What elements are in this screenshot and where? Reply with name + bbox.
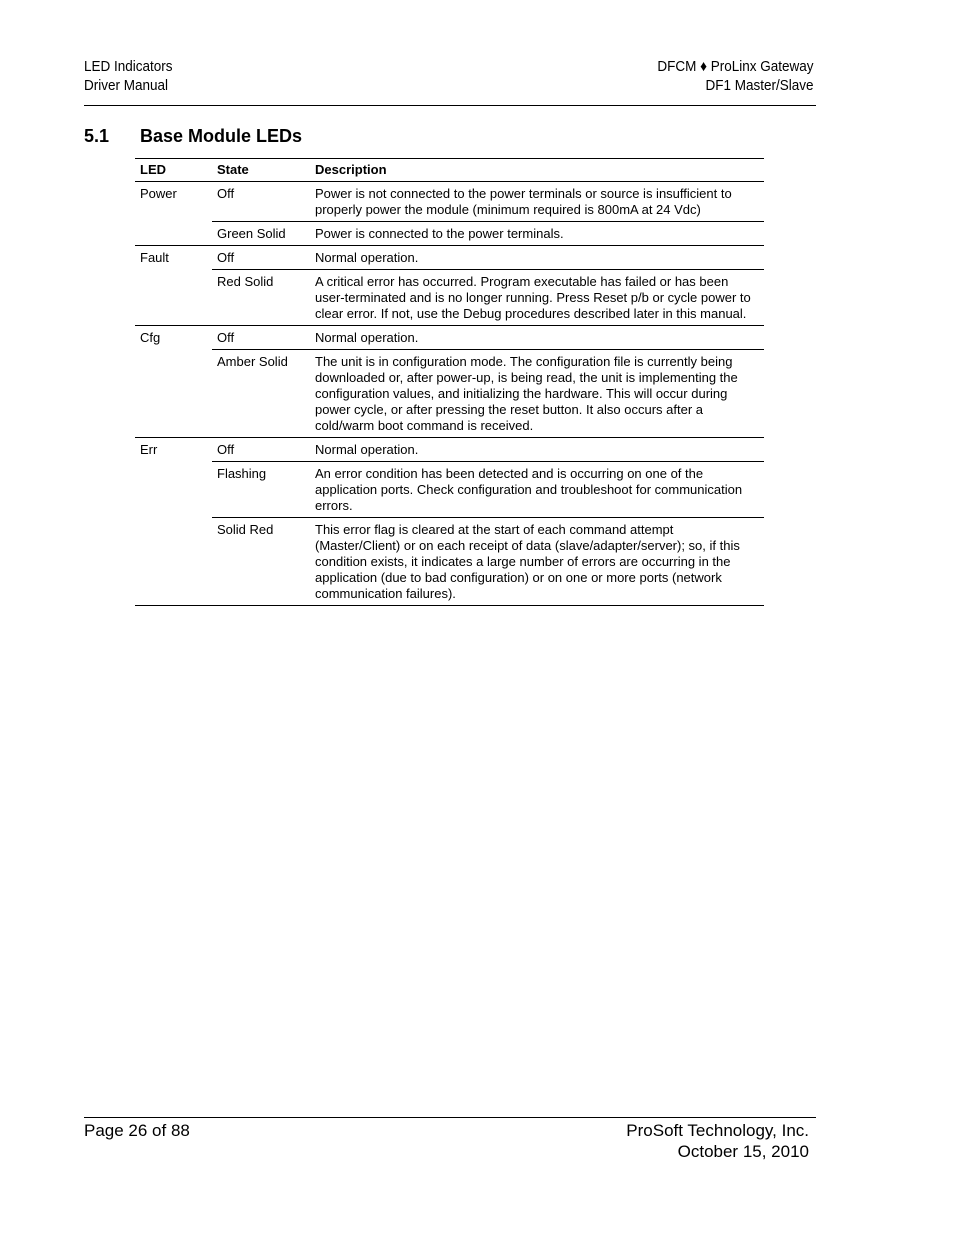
header-chapter: LED Indicators bbox=[84, 58, 173, 75]
state-description: This error flag is cleared at the start of each command attempt (Master/Client) or on each receipt of data (slave/adapter/server); so, if this condition exists, it indicates a large number of errors are occurring in the application (due to bad configuration) or on one or more ports (network communication failures). bbox=[310, 518, 764, 606]
table-header-row bbox=[135, 159, 764, 182]
table-row bbox=[135, 438, 764, 462]
table-row bbox=[135, 462, 764, 518]
page-header bbox=[84, 57, 816, 106]
section-title: Base Module LEDs bbox=[140, 126, 303, 146]
column-header-description: Description bbox=[310, 159, 764, 182]
led-name: Fault bbox=[135, 246, 212, 326]
led-state: Off bbox=[212, 326, 310, 350]
led-table bbox=[135, 158, 764, 606]
led-state: Off bbox=[212, 182, 310, 222]
header-protocol: DF1 Master/Slave bbox=[705, 77, 814, 94]
state-description: An error condition has been detected and is occurring on one of the application ports. Check configuration and troubleshoot for communication errors. bbox=[310, 462, 764, 518]
header-product: DFCM ♦ ProLinx Gateway bbox=[657, 58, 814, 75]
state-description: The unit is in configuration mode. The configuration file is currently being downloaded or, after power-up, is being read, the unit is implementing the configuration values, and initializing the hardware. This will occur during power cycle, or after pressing the reset button. It also occurs after a cold/warm boot command is received. bbox=[310, 350, 764, 438]
state-description: Normal operation. bbox=[310, 246, 764, 270]
table-row bbox=[135, 350, 764, 438]
table-row bbox=[135, 270, 764, 326]
led-state: Amber Solid bbox=[212, 350, 310, 438]
state-description: Power is not connected to the power terminals or source is insufficient to properly power the module (minimum required is 800mA at 24 Vdc) bbox=[310, 182, 764, 222]
led-state: Green Solid bbox=[212, 222, 310, 246]
column-header-state: State bbox=[212, 159, 310, 182]
state-description: Power is connected to the power terminals. bbox=[310, 222, 764, 246]
led-name: Cfg bbox=[135, 326, 212, 438]
led-state: Flashing bbox=[212, 462, 310, 518]
table-row bbox=[135, 326, 764, 350]
page-number: Page 26 of 88 bbox=[84, 1121, 190, 1140]
table-row bbox=[135, 222, 764, 246]
section-number: 5.1 bbox=[84, 126, 110, 146]
header-manual: Driver Manual bbox=[84, 77, 169, 94]
led-state: Solid Red bbox=[212, 518, 310, 606]
table-row bbox=[135, 246, 764, 270]
footer-company: ProSoft Technology, Inc. bbox=[626, 1121, 809, 1140]
led-name: Err bbox=[135, 438, 212, 606]
section-heading bbox=[84, 125, 302, 147]
page-footer bbox=[84, 1117, 816, 1161]
led-name: Power bbox=[135, 182, 212, 246]
led-state: Off bbox=[212, 246, 310, 270]
header-right bbox=[658, 57, 814, 95]
footer-right bbox=[626, 1120, 809, 1162]
header-left bbox=[84, 57, 173, 95]
column-header-led: LED bbox=[135, 159, 212, 182]
table-row bbox=[135, 182, 764, 222]
state-description: Normal operation. bbox=[310, 438, 764, 462]
led-state: Red Solid bbox=[212, 270, 310, 326]
state-description: Normal operation. bbox=[310, 326, 764, 350]
state-description: A critical error has occurred. Program executable has failed or has been user-terminated and is no longer running. Press Reset p/b or cycle power to clear error. If not, use the Debug procedures described later in this manual. bbox=[310, 270, 764, 326]
led-state: Off bbox=[212, 438, 310, 462]
footer-date: October 15, 2010 bbox=[677, 1142, 809, 1161]
table-row bbox=[135, 518, 764, 606]
